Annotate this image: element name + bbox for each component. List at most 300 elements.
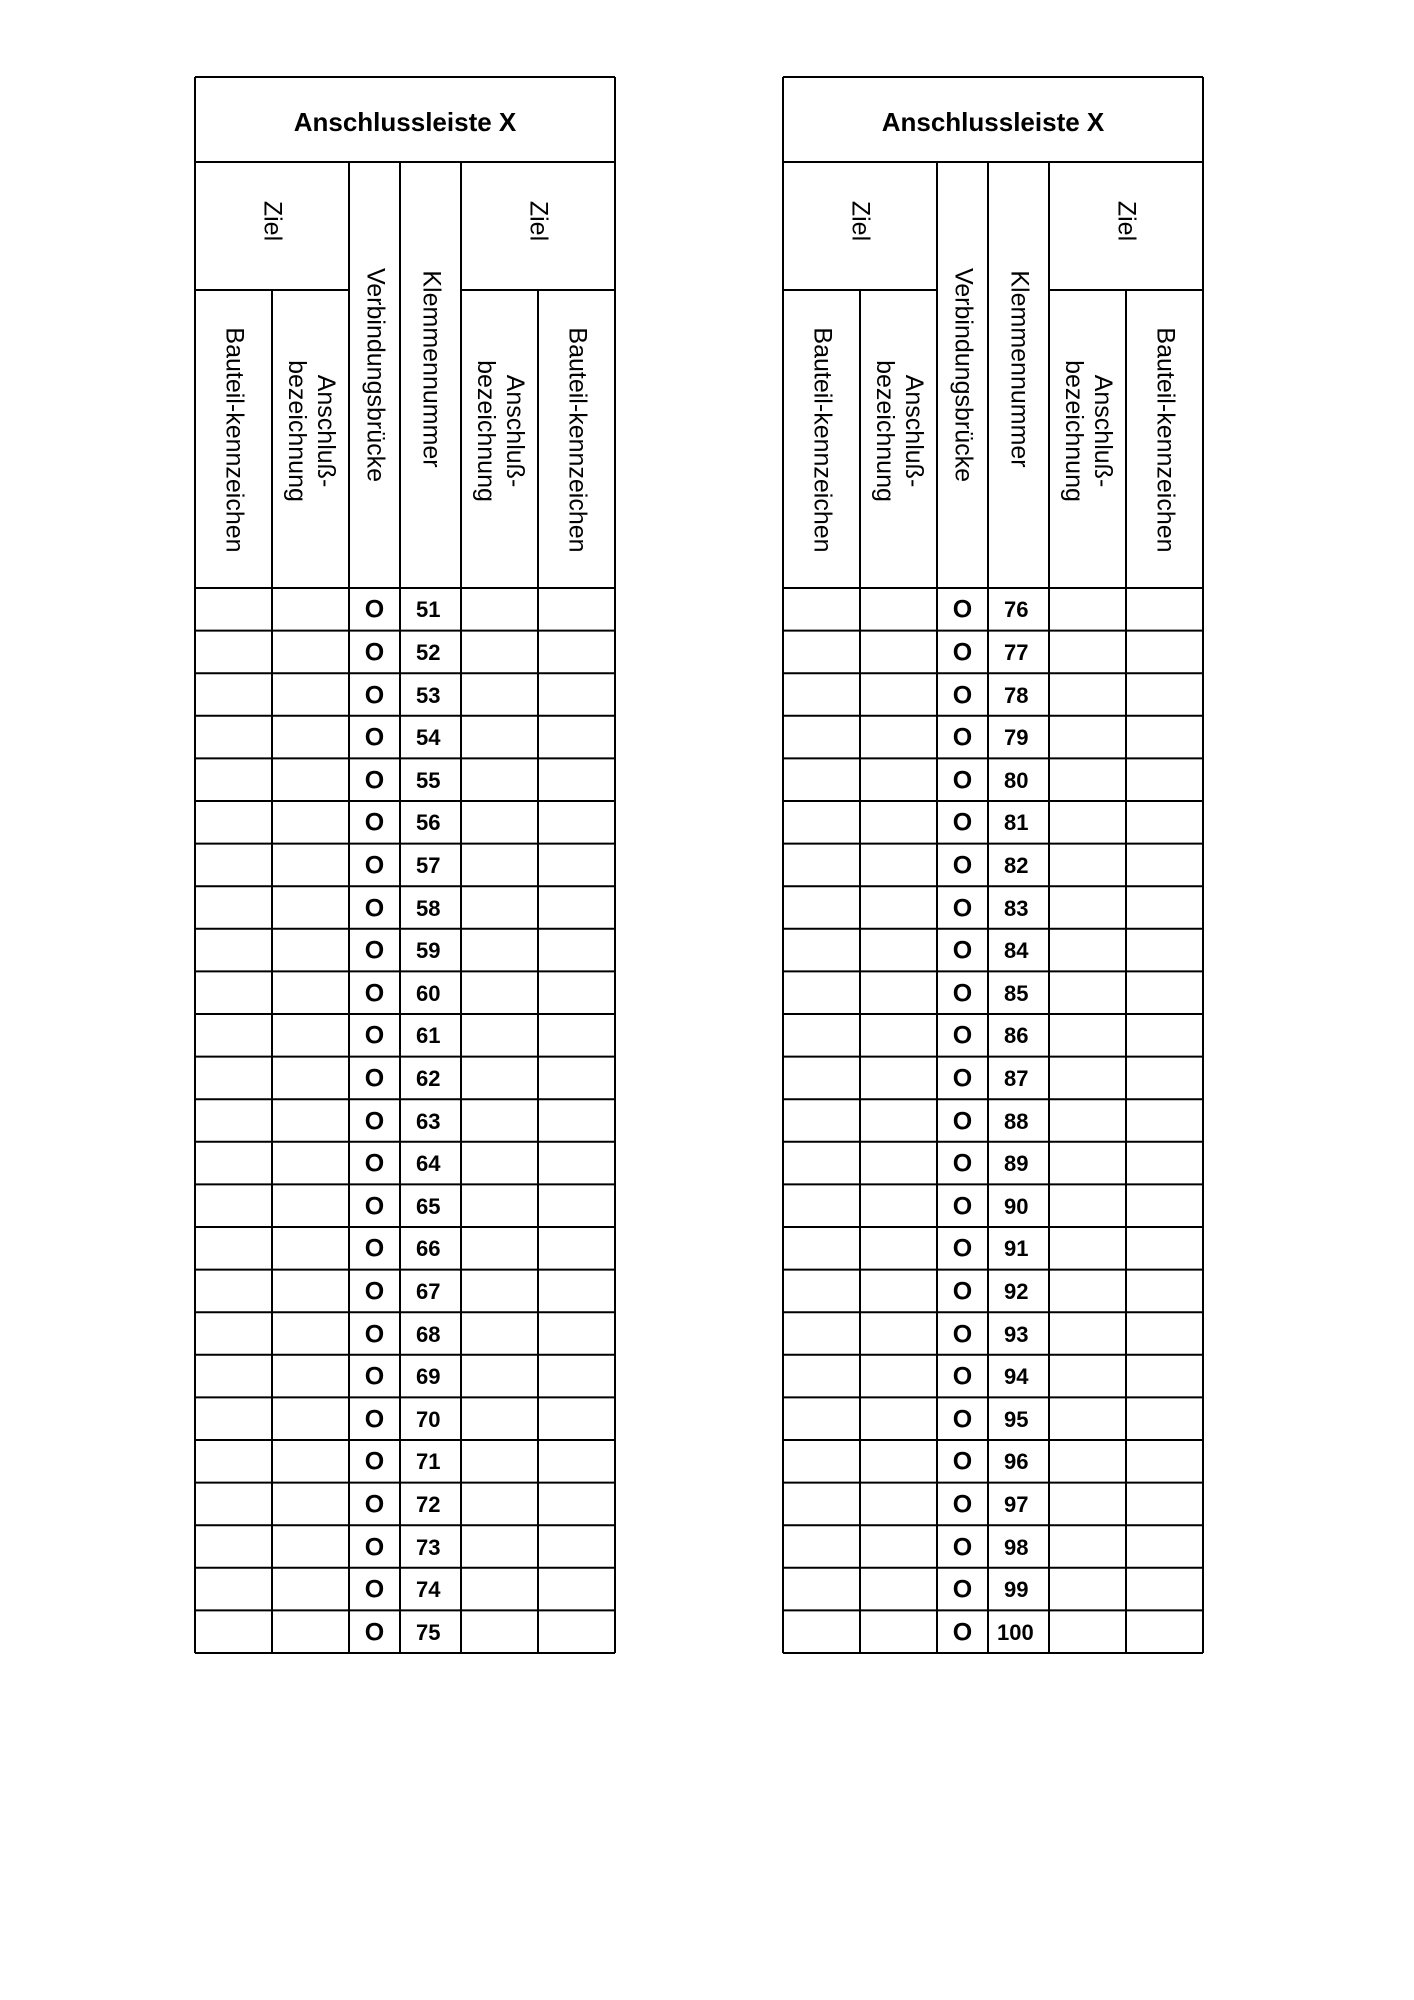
bauteil-kennzeichen-left-cell xyxy=(195,971,272,1014)
bauteil-kennzeichen-right-cell xyxy=(1126,1483,1203,1526)
bridge-symbol: O xyxy=(364,1277,385,1306)
bauteil-kennzeichen-left-cell xyxy=(195,1355,272,1398)
anschluss-bezeichnung-left-cell xyxy=(272,886,349,929)
terminal-number: 84 xyxy=(1004,938,1029,964)
terminal-number: 60 xyxy=(416,980,441,1006)
anschluss-bezeichnung-right-cell xyxy=(1049,929,1126,972)
bauteil-kennzeichen-right-cell xyxy=(1126,1099,1203,1142)
anschluss-bezeichnung-right-cell xyxy=(461,673,538,716)
bauteil-kennzeichen-left-cell xyxy=(783,1312,860,1355)
anschluss-bezeichnung-left-label: Anschluß- bezeichnung xyxy=(870,360,928,502)
ziel-left-label: Ziel xyxy=(258,200,287,242)
terminal-number: 93 xyxy=(1004,1321,1029,1347)
terminal-number: 53 xyxy=(416,682,441,708)
bauteil-kennzeichen-right-cell xyxy=(538,673,615,716)
bridge-symbol: O xyxy=(952,1575,973,1604)
anschluss-bezeichnung-right-cell xyxy=(461,1057,538,1100)
anschluss-bezeichnung-left-cell xyxy=(860,971,937,1014)
anschluss-bezeichnung-left-cell xyxy=(272,1099,349,1142)
bauteil-kennzeichen-right-cell xyxy=(538,758,615,801)
bridge-symbol: O xyxy=(364,1618,385,1647)
anschluss-bezeichnung-left-cell xyxy=(860,844,937,887)
terminal-number: 57 xyxy=(416,852,441,878)
anschluss-bezeichnung-left-cell xyxy=(272,1227,349,1270)
bridge-symbol: O xyxy=(364,1064,385,1093)
bauteil-kennzeichen-left-cell xyxy=(195,886,272,929)
terminal-number: 74 xyxy=(416,1577,441,1603)
anschluss-bezeichnung-left-cell xyxy=(272,1142,349,1185)
terminal-number: 61 xyxy=(416,1023,441,1049)
anschluss-bezeichnung-right-cell xyxy=(1049,1397,1126,1440)
anschluss-bezeichnung-left-cell xyxy=(272,929,349,972)
bauteil-kennzeichen-right-cell xyxy=(1126,1142,1203,1185)
bauteil-kennzeichen-right-cell xyxy=(1126,631,1203,674)
bauteil-kennzeichen-left-cell xyxy=(783,1440,860,1483)
anschluss-bezeichnung-right-cell xyxy=(461,716,538,759)
bauteil-kennzeichen-left-cell xyxy=(783,1184,860,1227)
anschluss-bezeichnung-right-cell xyxy=(461,886,538,929)
bridge-symbol: O xyxy=(952,1192,973,1221)
bauteil-kennzeichen-right-cell xyxy=(538,1525,615,1568)
anschluss-bezeichnung-right-cell xyxy=(1049,1525,1126,1568)
verbindungsbruecke-label: Verbindungsbrücke xyxy=(360,267,389,483)
bauteil-kennzeichen-right-cell xyxy=(1126,844,1203,887)
terminal-number: 80 xyxy=(1004,767,1029,793)
bridge-symbol: O xyxy=(364,1405,385,1434)
bauteil-kennzeichen-left-cell xyxy=(783,1483,860,1526)
anschluss-bezeichnung-left-cell xyxy=(860,1099,937,1142)
bauteil-kennzeichen-right-cell xyxy=(538,971,615,1014)
bauteil-kennzeichen-right-cell xyxy=(1126,1568,1203,1611)
anschluss-bezeichnung-right-cell xyxy=(461,1142,538,1185)
bridge-symbol: O xyxy=(364,681,385,709)
anschluss-bezeichnung-left-cell xyxy=(860,758,937,801)
terminal-number: 92 xyxy=(1004,1278,1029,1304)
anschluss-bezeichnung-left-cell xyxy=(860,929,937,972)
terminal-number: 69 xyxy=(416,1364,441,1390)
anschluss-bezeichnung-left-cell xyxy=(272,1568,349,1611)
anschluss-bezeichnung-left-cell xyxy=(272,844,349,887)
bridge-symbol: O xyxy=(952,808,973,837)
bauteil-kennzeichen-left-cell xyxy=(783,1568,860,1611)
anschluss-bezeichnung-right-cell xyxy=(1049,801,1126,844)
bauteil-kennzeichen-right-cell xyxy=(538,1099,615,1142)
anschluss-bezeichnung-right-cell xyxy=(1049,1270,1126,1313)
anschluss-bezeichnung-right-cell xyxy=(461,1227,538,1270)
anschluss-bezeichnung-right-cell xyxy=(1049,1057,1126,1100)
anschluss-bezeichnung-left-cell xyxy=(272,1610,349,1653)
terminal-strip-right xyxy=(783,77,1203,1654)
terminal-number: 64 xyxy=(416,1151,441,1177)
anschluss-bezeichnung-right-cell xyxy=(461,1014,538,1057)
bridge-symbol: O xyxy=(364,595,385,624)
terminal-number: 62 xyxy=(416,1065,441,1091)
terminal-number: 72 xyxy=(416,1491,441,1517)
anschluss-bezeichnung-left-cell xyxy=(860,631,937,674)
bridge-symbol: O xyxy=(952,766,973,795)
bauteil-kennzeichen-left-cell xyxy=(195,1057,272,1100)
terminal-number: 79 xyxy=(1004,725,1029,751)
bridge-symbol: O xyxy=(364,1234,385,1263)
bridge-symbol: O xyxy=(364,1320,385,1348)
bridge-symbol: O xyxy=(364,1575,385,1604)
terminal-number: 90 xyxy=(1004,1193,1029,1219)
bauteil-kennzeichen-right-cell xyxy=(538,1270,615,1313)
bauteil-kennzeichen-left-cell xyxy=(195,801,272,844)
bauteil-kennzeichen-right-cell xyxy=(1126,1184,1203,1227)
strip-title: Anschlussleiste X xyxy=(881,107,1105,137)
anschluss-bezeichnung-left-cell xyxy=(860,1483,937,1526)
anschluss-bezeichnung-right-cell xyxy=(461,801,538,844)
bauteil-kennzeichen-right-cell xyxy=(538,1610,615,1653)
bauteil-kennzeichen-right-cell xyxy=(538,1142,615,1185)
anschluss-bezeichnung-right-cell xyxy=(461,1270,538,1313)
bauteil-kennzeichen-left-label: Bauteil-kennzeichen xyxy=(219,327,248,553)
bauteil-kennzeichen-right-cell xyxy=(1126,673,1203,716)
terminal-number: 78 xyxy=(1004,682,1029,708)
terminal-number: 82 xyxy=(1004,852,1029,878)
anschluss-bezeichnung-left-cell xyxy=(860,1568,937,1611)
bauteil-kennzeichen-right-cell xyxy=(538,1312,615,1355)
anschluss-bezeichnung-left-cell xyxy=(272,1270,349,1313)
bauteil-kennzeichen-left-cell xyxy=(783,1142,860,1185)
anschluss-bezeichnung-left-cell xyxy=(272,631,349,674)
bauteil-kennzeichen-right-cell xyxy=(1126,588,1203,631)
bauteil-kennzeichen-left-cell xyxy=(195,1014,272,1057)
bauteil-kennzeichen-left-cell xyxy=(783,1227,860,1270)
bauteil-kennzeichen-right-cell xyxy=(538,1227,615,1270)
bauteil-kennzeichen-left-cell xyxy=(783,971,860,1014)
bridge-symbol: O xyxy=(952,1447,973,1476)
anschluss-bezeichnung-right-cell xyxy=(1049,886,1126,929)
bauteil-kennzeichen-right-cell xyxy=(1126,1312,1203,1355)
bauteil-kennzeichen-left-cell xyxy=(783,1397,860,1440)
bauteil-kennzeichen-left-cell xyxy=(783,1525,860,1568)
anschluss-bezeichnung-left-cell xyxy=(860,588,937,631)
terminal-number: 76 xyxy=(1004,597,1029,623)
bridge-symbol: O xyxy=(364,1192,385,1221)
anschluss-bezeichnung-right-cell xyxy=(1049,758,1126,801)
bauteil-kennzeichen-left-cell xyxy=(195,1184,272,1227)
anschluss-bezeichnung-right-cell xyxy=(461,1483,538,1526)
anschluss-bezeichnung-left-cell xyxy=(860,673,937,716)
klemmennummer-label: Klemmennummer xyxy=(1004,270,1033,468)
anschluss-bezeichnung-left-cell xyxy=(272,588,349,631)
bauteil-kennzeichen-right-cell xyxy=(1126,801,1203,844)
ziel-left-label: Ziel xyxy=(846,200,875,242)
anschluss-bezeichnung-right-cell xyxy=(461,1568,538,1611)
bridge-symbol: O xyxy=(952,1490,973,1519)
bauteil-kennzeichen-right-cell xyxy=(1126,1610,1203,1653)
terminal-number: 51 xyxy=(416,597,441,623)
bridge-symbol: O xyxy=(952,851,973,880)
bauteil-kennzeichen-right-cell xyxy=(538,1483,615,1526)
bridge-symbol: O xyxy=(952,1149,973,1178)
terminal-number: 52 xyxy=(416,639,441,665)
anschluss-bezeichnung-right-cell xyxy=(461,1440,538,1483)
anschluss-bezeichnung-right-cell xyxy=(1049,1568,1126,1611)
terminal-strip-left xyxy=(195,77,615,1654)
bauteil-kennzeichen-right-cell xyxy=(538,588,615,631)
bridge-symbol: O xyxy=(364,936,385,965)
anschluss-bezeichnung-right-cell xyxy=(1049,844,1126,887)
terminal-number: 85 xyxy=(1004,980,1029,1006)
bauteil-kennzeichen-right-cell xyxy=(1126,1355,1203,1398)
anschluss-bezeichnung-left-cell xyxy=(272,1525,349,1568)
anschluss-bezeichnung-right-cell xyxy=(461,1397,538,1440)
bauteil-kennzeichen-left-cell xyxy=(783,1355,860,1398)
terminal-number: 87 xyxy=(1004,1065,1029,1091)
terminal-number: 70 xyxy=(416,1406,441,1432)
bridge-symbol: O xyxy=(364,638,385,667)
anschluss-bezeichnung-right-cell xyxy=(461,1099,538,1142)
anschluss-bezeichnung-left-label: Anschluß- bezeichnung xyxy=(282,360,340,502)
anschluss-bezeichnung-right-cell xyxy=(461,1355,538,1398)
anschluss-bezeichnung-left-cell xyxy=(860,1355,937,1398)
anschluss-bezeichnung-right-label: Anschluß- bezeichnung xyxy=(1059,360,1117,502)
anschluss-bezeichnung-left-cell xyxy=(860,1525,937,1568)
anschluss-bezeichnung-right-cell xyxy=(461,929,538,972)
bridge-symbol: O xyxy=(364,1149,385,1178)
bauteil-kennzeichen-right-label: Bauteil-kennzeichen xyxy=(562,327,591,553)
anschluss-bezeichnung-right-cell xyxy=(461,844,538,887)
anschluss-bezeichnung-left-cell xyxy=(860,1312,937,1355)
bauteil-kennzeichen-right-cell xyxy=(1126,886,1203,929)
bridge-symbol: O xyxy=(364,894,385,922)
anschluss-bezeichnung-left-cell xyxy=(860,1397,937,1440)
terminal-number: 77 xyxy=(1004,639,1029,665)
bauteil-kennzeichen-right-cell xyxy=(538,801,615,844)
anschluss-bezeichnung-right-cell xyxy=(461,1525,538,1568)
bauteil-kennzeichen-right-cell xyxy=(538,1184,615,1227)
bauteil-kennzeichen-left-cell xyxy=(195,1142,272,1185)
bauteil-kennzeichen-left-cell xyxy=(783,1610,860,1653)
bauteil-kennzeichen-right-cell xyxy=(1126,971,1203,1014)
anschluss-bezeichnung-right-cell xyxy=(1049,971,1126,1014)
bauteil-kennzeichen-left-cell xyxy=(195,758,272,801)
anschluss-bezeichnung-left-cell xyxy=(272,673,349,716)
bridge-symbol: O xyxy=(952,1533,973,1561)
bauteil-kennzeichen-left-cell xyxy=(783,1057,860,1100)
bridge-symbol: O xyxy=(364,1533,385,1561)
anschluss-bezeichnung-left-cell xyxy=(272,1184,349,1227)
anschluss-bezeichnung-left-cell xyxy=(272,801,349,844)
bridge-symbol: O xyxy=(364,808,385,837)
bauteil-kennzeichen-left-cell xyxy=(195,1440,272,1483)
terminal-number: 89 xyxy=(1004,1151,1029,1177)
anschluss-bezeichnung-right-cell xyxy=(1049,1355,1126,1398)
anschluss-bezeichnung-left-cell xyxy=(272,1440,349,1483)
anschluss-bezeichnung-left-cell xyxy=(860,801,937,844)
bauteil-kennzeichen-left-cell xyxy=(195,929,272,972)
bridge-symbol: O xyxy=(952,1362,973,1391)
anschluss-bezeichnung-right-cell xyxy=(1049,588,1126,631)
bauteil-kennzeichen-left-cell xyxy=(195,673,272,716)
terminal-number: 71 xyxy=(416,1449,441,1475)
anschluss-bezeichnung-right-cell xyxy=(1049,1610,1126,1653)
anschluss-bezeichnung-left-cell xyxy=(860,1610,937,1653)
bauteil-kennzeichen-right-cell xyxy=(538,1355,615,1398)
anschluss-bezeichnung-left-cell xyxy=(272,971,349,1014)
anschluss-bezeichnung-right-cell xyxy=(1049,631,1126,674)
terminal-number: 95 xyxy=(1004,1406,1029,1432)
anschluss-bezeichnung-left-cell xyxy=(272,1014,349,1057)
terminal-number: 67 xyxy=(416,1278,441,1304)
bridge-symbol: O xyxy=(364,1490,385,1519)
anschluss-bezeichnung-right-cell xyxy=(1049,1440,1126,1483)
terminal-number: 83 xyxy=(1004,895,1029,921)
anschluss-bezeichnung-right-cell xyxy=(461,758,538,801)
bauteil-kennzeichen-left-cell xyxy=(783,844,860,887)
bauteil-kennzeichen-left-cell xyxy=(783,588,860,631)
bauteil-kennzeichen-right-cell xyxy=(538,631,615,674)
terminal-number: 73 xyxy=(416,1534,441,1560)
anschluss-bezeichnung-left-cell xyxy=(272,716,349,759)
klemmennummer-label: Klemmennummer xyxy=(416,270,445,468)
terminal-number: 65 xyxy=(416,1193,441,1219)
terminal-number: 55 xyxy=(416,767,441,793)
bauteil-kennzeichen-right-cell xyxy=(1126,1525,1203,1568)
bauteil-kennzeichen-right-cell xyxy=(1126,1440,1203,1483)
terminal-number: 66 xyxy=(416,1236,441,1262)
bridge-symbol: O xyxy=(952,979,973,1008)
bridge-symbol: O xyxy=(952,681,973,709)
anschluss-bezeichnung-left-cell xyxy=(272,1312,349,1355)
bauteil-kennzeichen-left-cell xyxy=(783,801,860,844)
terminal-number: 91 xyxy=(1004,1236,1029,1262)
bridge-symbol: O xyxy=(364,1447,385,1476)
bridge-symbol: O xyxy=(364,723,385,752)
bauteil-kennzeichen-right-cell xyxy=(538,886,615,929)
anschluss-bezeichnung-right-cell xyxy=(461,1312,538,1355)
bridge-symbol: O xyxy=(952,595,973,624)
terminal-number: 59 xyxy=(416,938,441,964)
anschluss-bezeichnung-right-cell xyxy=(1049,1099,1126,1142)
bridge-symbol: O xyxy=(952,894,973,922)
bridge-symbol: O xyxy=(364,1021,385,1050)
bauteil-kennzeichen-left-cell xyxy=(195,1610,272,1653)
anschluss-bezeichnung-left-cell xyxy=(272,1057,349,1100)
bauteil-kennzeichen-right-cell xyxy=(1126,1270,1203,1313)
terminal-number: 94 xyxy=(1004,1364,1029,1390)
terminal-number: 98 xyxy=(1004,1534,1029,1560)
anschluss-bezeichnung-left-cell xyxy=(860,1227,937,1270)
bauteil-kennzeichen-left-label: Bauteil-kennzeichen xyxy=(807,327,836,553)
terminal-number: 81 xyxy=(1004,810,1029,836)
anschluss-bezeichnung-right-cell xyxy=(1049,1227,1126,1270)
bauteil-kennzeichen-right-cell xyxy=(1126,1057,1203,1100)
bauteil-kennzeichen-left-cell xyxy=(195,1227,272,1270)
strip-title: Anschlussleiste X xyxy=(293,107,517,137)
bauteil-kennzeichen-left-cell xyxy=(195,844,272,887)
terminal-number: 97 xyxy=(1004,1491,1029,1517)
anschluss-bezeichnung-left-cell xyxy=(860,1184,937,1227)
anschluss-bezeichnung-left-cell xyxy=(860,1014,937,1057)
anschluss-bezeichnung-left-cell xyxy=(860,1440,937,1483)
bridge-symbol: O xyxy=(364,766,385,795)
bauteil-kennzeichen-left-cell xyxy=(783,716,860,759)
terminal-number: 88 xyxy=(1004,1108,1029,1134)
terminal-number: 100 xyxy=(997,1619,1034,1645)
bauteil-kennzeichen-left-cell xyxy=(783,1270,860,1313)
terminal-number: 63 xyxy=(416,1108,441,1134)
anschluss-bezeichnung-right-cell xyxy=(1049,1312,1126,1355)
anschluss-bezeichnung-right-cell xyxy=(1049,1142,1126,1185)
verbindungsbruecke-label: Verbindungsbrücke xyxy=(948,267,977,483)
bauteil-kennzeichen-left-cell xyxy=(195,1270,272,1313)
terminal-number: 86 xyxy=(1004,1023,1029,1049)
anschluss-bezeichnung-left-cell xyxy=(860,886,937,929)
anschluss-bezeichnung-right-cell xyxy=(1049,1184,1126,1227)
bauteil-kennzeichen-right-cell xyxy=(538,716,615,759)
bauteil-kennzeichen-right-cell xyxy=(1126,716,1203,759)
anschluss-bezeichnung-right-cell xyxy=(1049,673,1126,716)
bridge-symbol: O xyxy=(952,1618,973,1647)
bridge-symbol: O xyxy=(952,1234,973,1263)
bauteil-kennzeichen-right-cell xyxy=(1126,929,1203,972)
bridge-symbol: O xyxy=(952,1277,973,1306)
anschluss-bezeichnung-right-cell xyxy=(461,588,538,631)
bauteil-kennzeichen-right-cell xyxy=(1126,1397,1203,1440)
anschluss-bezeichnung-left-cell xyxy=(272,1355,349,1398)
bauteil-kennzeichen-right-cell xyxy=(538,1057,615,1100)
bridge-symbol: O xyxy=(952,638,973,667)
bridge-symbol: O xyxy=(364,1362,385,1391)
bauteil-kennzeichen-left-cell xyxy=(783,1099,860,1142)
anschluss-bezeichnung-left-cell xyxy=(272,1397,349,1440)
anschluss-bezeichnung-right-cell xyxy=(1049,716,1126,759)
bauteil-kennzeichen-right-cell xyxy=(1126,758,1203,801)
bridge-symbol: O xyxy=(952,1064,973,1093)
ziel-right-label: Ziel xyxy=(524,200,553,242)
bauteil-kennzeichen-right-cell xyxy=(1126,1227,1203,1270)
anschluss-bezeichnung-right-cell xyxy=(461,1610,538,1653)
bauteil-kennzeichen-left-cell xyxy=(195,716,272,759)
anschluss-bezeichnung-right-cell xyxy=(461,1184,538,1227)
terminal-number: 75 xyxy=(416,1619,441,1645)
anschluss-bezeichnung-right-cell xyxy=(461,631,538,674)
bridge-symbol: O xyxy=(952,1021,973,1050)
bauteil-kennzeichen-left-cell xyxy=(783,886,860,929)
bauteil-kennzeichen-right-cell xyxy=(1126,1014,1203,1057)
bauteil-kennzeichen-left-cell xyxy=(195,1397,272,1440)
bauteil-kennzeichen-left-cell xyxy=(783,1014,860,1057)
anschluss-bezeichnung-right-cell xyxy=(461,971,538,1014)
bauteil-kennzeichen-right-cell xyxy=(538,1397,615,1440)
bridge-symbol: O xyxy=(364,979,385,1008)
anschluss-bezeichnung-left-cell xyxy=(272,1483,349,1526)
bauteil-kennzeichen-left-cell xyxy=(195,631,272,674)
terminal-number: 58 xyxy=(416,895,441,921)
bauteil-kennzeichen-right-label: Bauteil-kennzeichen xyxy=(1150,327,1179,553)
bauteil-kennzeichen-left-cell xyxy=(783,758,860,801)
bauteil-kennzeichen-left-cell xyxy=(783,631,860,674)
bauteil-kennzeichen-left-cell xyxy=(195,1525,272,1568)
bridge-symbol: O xyxy=(952,1107,973,1135)
bauteil-kennzeichen-left-cell xyxy=(195,1568,272,1611)
bauteil-kennzeichen-left-cell xyxy=(195,1312,272,1355)
bridge-symbol: O xyxy=(952,723,973,752)
anschluss-bezeichnung-left-cell xyxy=(272,758,349,801)
bauteil-kennzeichen-left-cell xyxy=(195,1099,272,1142)
terminal-number: 54 xyxy=(416,725,441,751)
terminal-number: 68 xyxy=(416,1321,441,1347)
bridge-symbol: O xyxy=(952,936,973,965)
bauteil-kennzeichen-right-cell xyxy=(538,1568,615,1611)
anschluss-bezeichnung-right-label: Anschluß- bezeichnung xyxy=(471,360,529,502)
bauteil-kennzeichen-left-cell xyxy=(195,1483,272,1526)
bridge-symbol: O xyxy=(364,1107,385,1135)
